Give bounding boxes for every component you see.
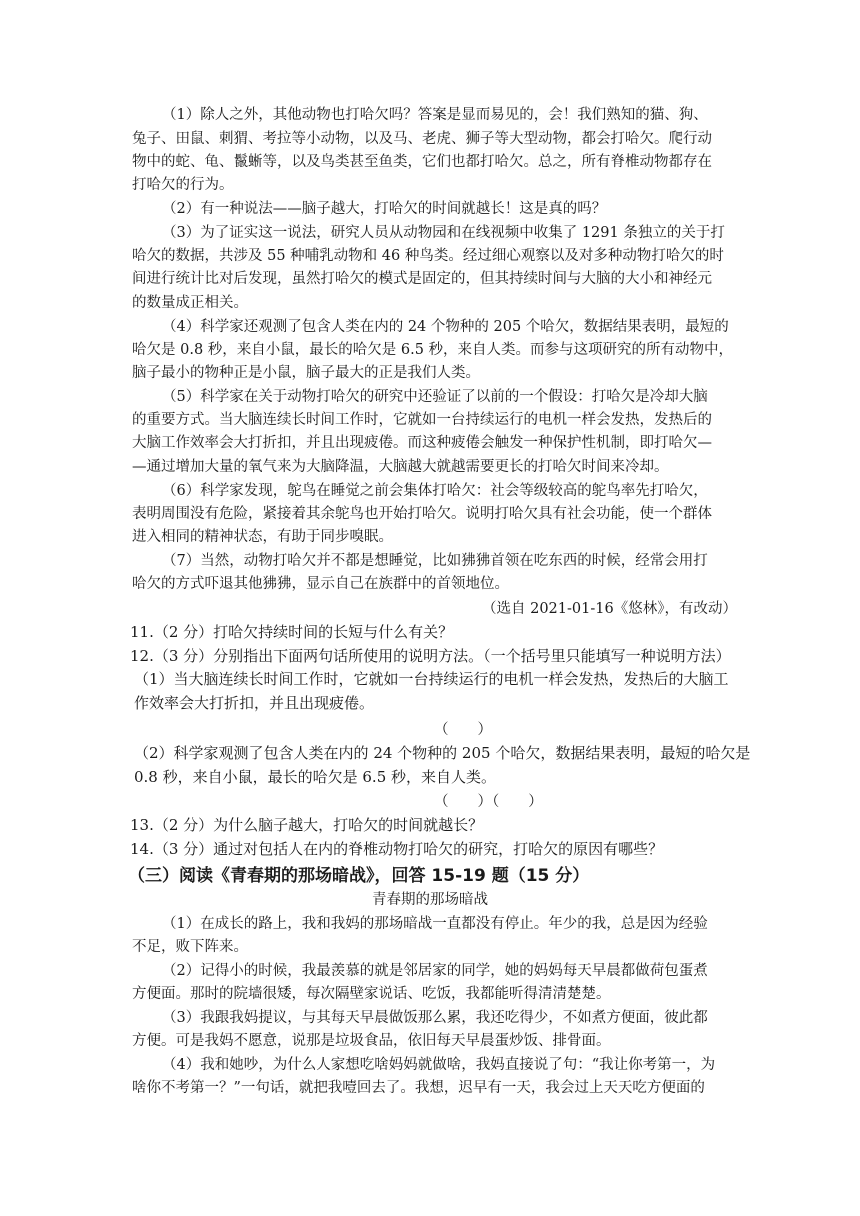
- story-p1-line1: （1）在成长的路上，我和我妈的那场暗战一直都没有停止。年少的我，总是因为经验: [162, 916, 708, 932]
- passage-p7-line1: （7）当然，动物打哈欠并不都是想睡觉，比如狒狒首领在吃东西的时候，经常会用打: [162, 553, 708, 569]
- passage-p2-line1: （2）有一种说法——脑子越大，打哈欠的时间就越长！这是真的吗？: [162, 201, 607, 217]
- story-p2-line2: 方便面。那时的院墙很矮，每次隔壁家说话、吃饭，我都能听得清清楚楚。: [132, 986, 611, 1002]
- passage-p5-line3: 大脑工作效率会大打折扣，并且出现疲倦。而这种疲倦会触发一种保护性机制，即打哈欠—: [132, 435, 712, 451]
- question-12: 12.（3 分）分别指出下面两句话所使用的说明方法。（一个括号里只能填写一种说明方法）: [130, 647, 731, 665]
- question-12-sentence2-line2: 0.8 秒，来自小鼠，最长的哈欠是 6.5 秒，来自人类。: [134, 768, 497, 786]
- passage-p1-line2: 兔子、田鼠、刺猬、考拉等小动物，以及马、老虎、狮子等大型动物，都会打哈欠。爬行动: [132, 131, 712, 147]
- passage-p5-line2: 的重要方式。当大脑连续长时间工作时，它就如一台持续运行的电机一样会发热，发热后的: [132, 412, 712, 428]
- passage-p1-line3: 物中的蛇、龟、鬣蜥等，以及鸟类甚至鱼类，它们也都打哈欠。总之，所有脊椎动物都存在: [132, 154, 712, 170]
- passage-p3-line1: （3）为了证实这一说法，研究人员从动物园和在线视频中收集了 1291 条独立的关于打: [162, 225, 725, 241]
- passage-p7-line2: 哈欠的方式吓退其他狒狒，显示自己在族群中的首领地位。: [132, 576, 509, 592]
- question-12-sentence1-line2: 作效率会大打折扣，并且出现疲倦。: [134, 694, 375, 712]
- passage-p4-line3: 脑子最小的物种正是小鼠，脑子最大的正是我们人类。: [132, 365, 480, 381]
- section-heading: （三）阅读《青春期的那场暗战》，回答 15-19 题（15 分）: [128, 866, 590, 886]
- passage-p6-line3: 进入相同的精神状态，有助于同步嗅眠。: [132, 529, 393, 545]
- passage-p1-line1: （1）除人之外，其他动物也打哈欠吗？答案是显而易见的，会！我们熟知的猫、狗、: [162, 107, 708, 123]
- passage-title: 青春期的那场暗战: [372, 892, 488, 908]
- passage-p3-line2: 哈欠的数据，共涉及 55 种哺乳动物和 46 种鸟类。经过细心观察以及对多种动物打哈欠的时: [132, 248, 724, 264]
- answer-blank-1[interactable]: （ ）: [434, 722, 492, 738]
- story-p1-line2: 不足，败下阵来。: [132, 939, 248, 955]
- question-12-sentence2-line1: （2）科学家观测了包含人类在内的 24 个物种的 205 个哈欠，数据结果表明，最短的哈欠是: [134, 744, 751, 762]
- passage-p1-line4: 打哈欠的行为。: [132, 177, 234, 193]
- passage-p6-line1: （6）科学家发现，鸵鸟在睡觉之前会集体打哈欠：社会等级较高的鸵鸟率先打哈欠，: [162, 483, 708, 499]
- passage-p4-line1: （4）科学家还观测了包含人类在内的 24 个物种的 205 个哈欠，数据结果表明，最短的: [162, 319, 729, 335]
- question-12-sentence1-line1: （1）当大脑连续长时间工作时，它就如一台持续运行的电机一样会发热，发热后的大脑工: [134, 670, 729, 688]
- story-p3-line2: 方便。可是我妈不愿意，说那是垃圾食品，依旧每天早晨蛋炒饭、排骨面。: [132, 1033, 611, 1049]
- passage-p6-line2: 表明周围没有危险，紧接着其余鸵鸟也开始打哈欠。说明打哈欠具有社会功能，使一个群体: [132, 506, 712, 522]
- question-11: 11.（2 分）打哈欠持续时间的长短与什么有关？: [130, 623, 454, 641]
- passage-p4-line2: 哈欠是 0.8 秒，来自小鼠，最长的哈欠是 6.5 秒，来自人类。而参与这项研究的所有动物中，: [132, 342, 734, 358]
- answer-blank-2[interactable]: （ ）（ ）: [434, 794, 543, 810]
- story-p2-line1: （2）记得小的时候，我最羡慕的就是邻居家的同学，她的妈妈每天早晨都做荷包蛋煮: [162, 963, 708, 979]
- passage-p5-line4: —通过增加大量的氧气来为大脑降温，大脑越大就越需要更长的打哈欠时间来冷却。: [132, 459, 669, 475]
- story-p3-line1: （3）我跟我妈提议，与其每天早晨做饭那么累，我还吃得少，不如煮方便面，彼此都: [162, 1010, 708, 1026]
- passage-source: （选自 2021-01-16《悠林》，有改动）: [482, 601, 737, 617]
- question-13: 13.（2 分）为什么脑子越大，打哈欠的时间就越长？: [130, 816, 484, 834]
- passage-p3-line3: 间进行统计比对后发现，虽然打哈欠的模式是固定的，但其持续时间与大脑的大小和神经元: [132, 271, 712, 287]
- story-p4-line1: （4）我和她吵，为什么人家想吃啥妈妈就做啥，我妈直接说了句：“我让你考第一，为: [162, 1057, 716, 1073]
- story-p4-line2: 啥你不考第一？”一句话，就把我噎回去了。我想，迟早有一天，我会过上天天吃方便面的: [132, 1080, 705, 1096]
- passage-p3-line4: 的数量成正相关。: [132, 295, 248, 311]
- passage-p5-line1: （5）科学家在关于动物打哈欠的研究中还验证了以前的一个假设：打哈欠是冷却大脑: [162, 389, 708, 405]
- question-14: 14.（3 分）通过对包括人在内的脊椎动物打哈欠的研究，打哈欠的原因有哪些？: [130, 840, 664, 858]
